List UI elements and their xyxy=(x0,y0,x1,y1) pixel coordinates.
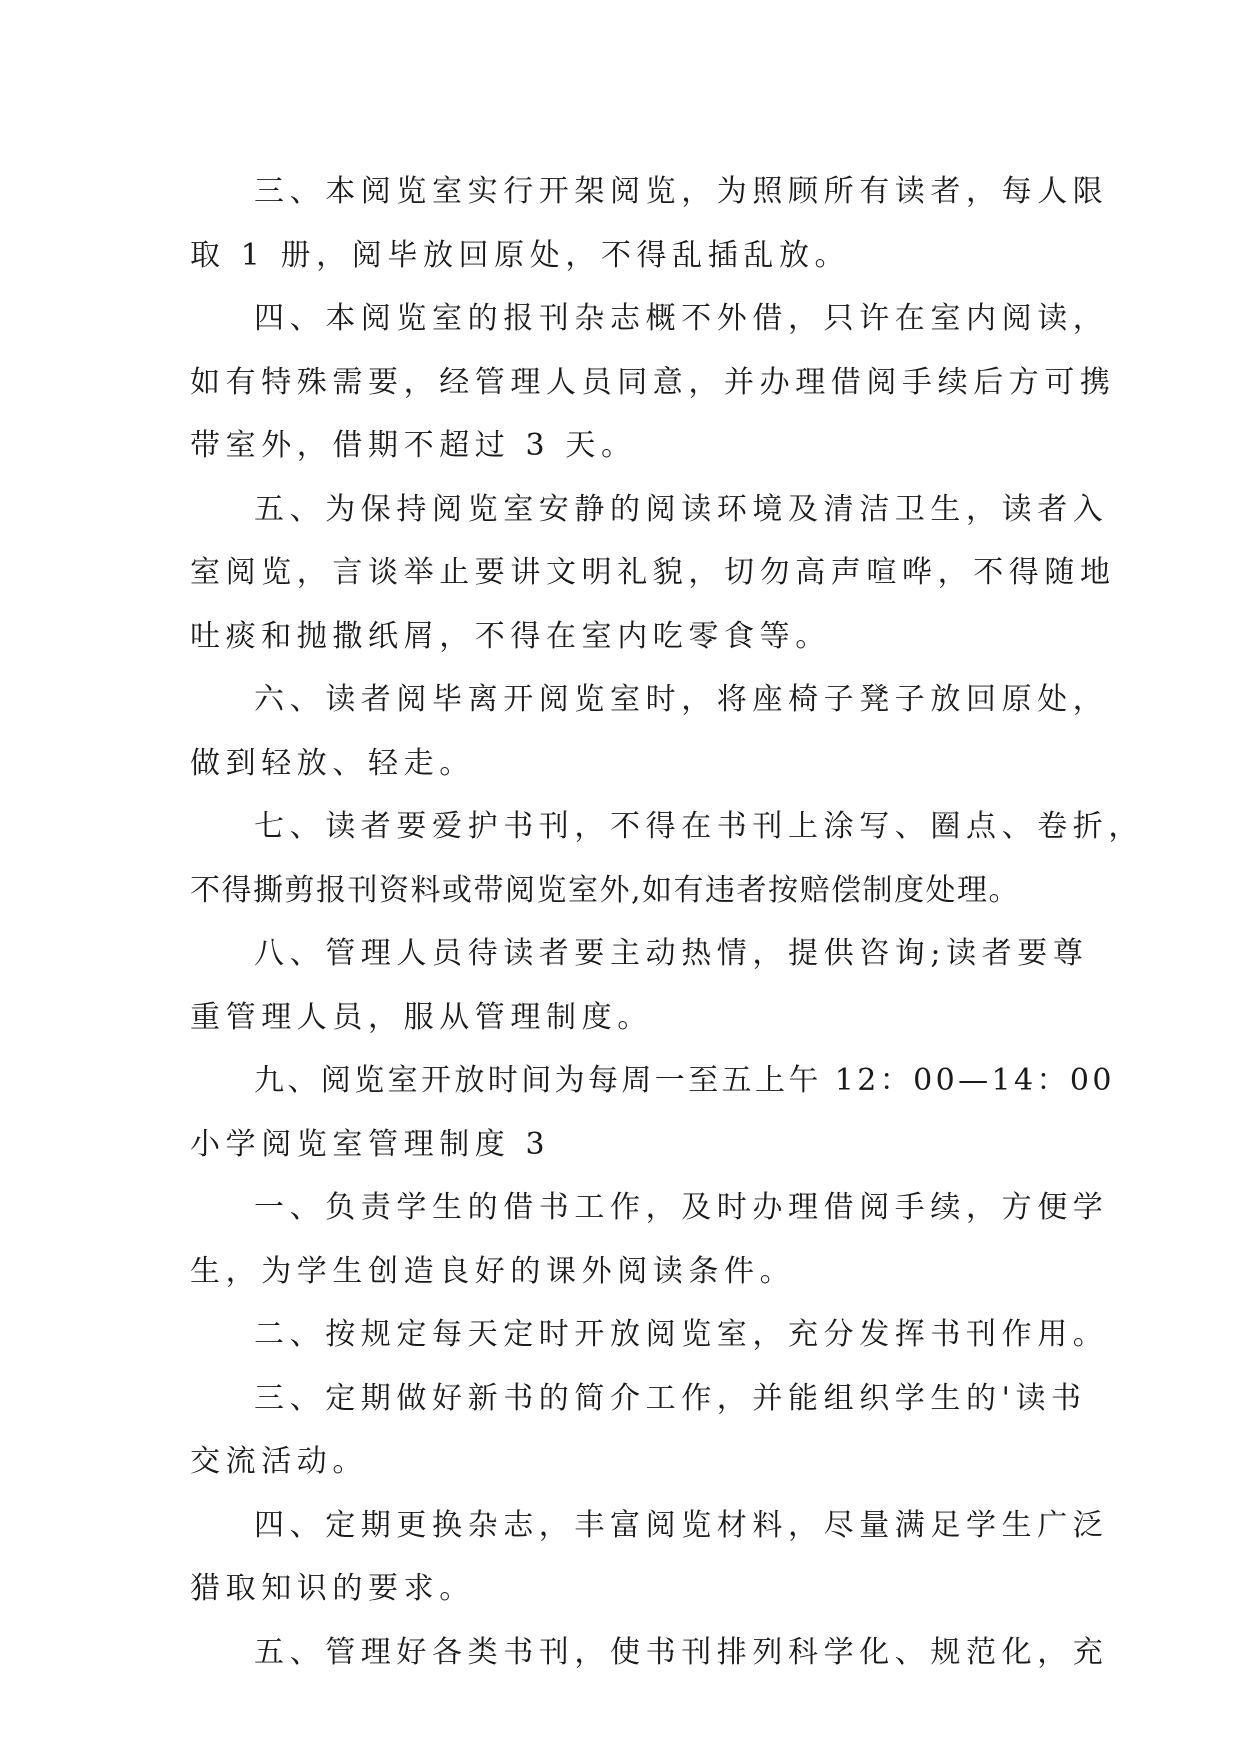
text-line: 一、负责学生的借书工作，及时办理借阅手续，方便学 xyxy=(254,1190,1109,1225)
text-line: 带室外，借期不超过 3 天。 xyxy=(190,428,637,463)
text-line: 九、阅览室开放时间为每周一至五上午 12：00—14：00 xyxy=(254,1063,1115,1098)
text-line: 做到轻放、轻走。 xyxy=(190,745,475,781)
text-line: 七、读者要爱护书刊，不得在书刊上涂写、圈点、卷折， xyxy=(254,809,1144,844)
section-heading: 小学阅览室管理制度 3 xyxy=(190,1126,551,1162)
text-line: 五、为保持阅览室安静的阅读环境及清洁卫生，读者入 xyxy=(254,491,1109,527)
text-line: 八、管理人员待读者要主动热情，提供咨询;读者要尊 xyxy=(254,936,1089,971)
text-line: 三、本阅览室实行开架阅览，为照顾所有读者，每人限 xyxy=(254,174,1109,209)
text-line: 四、定期更换杂志，丰富阅览材料，尽量满足学生广泛 xyxy=(254,1507,1109,1543)
text-line: 交流活动。 xyxy=(190,1444,368,1479)
text-line: 六、读者阅毕离开阅览室时，将座椅子凳子放回原处， xyxy=(254,682,1109,717)
text-line: 四、本阅览室的报刊杂志概不外借，只许在室内阅读， xyxy=(254,301,1109,336)
text-line: 如有特殊需要，经管理人员同意，并办理借阅手续后方可携 xyxy=(190,364,1116,400)
text-line: 重管理人员，服从管理制度。 xyxy=(190,999,653,1035)
text-line: 五、管理好各类书刊，使书刊排列科学化、规范化，充 xyxy=(254,1634,1109,1670)
text-line: 猎取知识的要求。 xyxy=(190,1571,475,1606)
text-line: 室阅览，言谈举止要讲文明礼貌，切勿高声喧哗，不得随地 xyxy=(190,555,1116,590)
text-line: 二、按规定每天定时开放阅览室，充分发挥书刊作用。 xyxy=(254,1317,1109,1352)
document-body xyxy=(190,160,1144,1684)
text-line: 三、定期做好新书的简介工作，并能组织学生的'读书 xyxy=(254,1380,1087,1416)
text-line: 不得撕剪报刊资料或带阅览室外,如有违者按赔偿制度处理。 xyxy=(190,872,1021,908)
text-line: 取 1 册，阅毕放回原处，不得乱插乱放。 xyxy=(190,237,851,273)
text-line: 生，为学生创造良好的课外阅读条件。 xyxy=(190,1253,796,1289)
text-line: 吐痰和抛撒纸屑，不得在室内吃零食等。 xyxy=(190,618,831,654)
